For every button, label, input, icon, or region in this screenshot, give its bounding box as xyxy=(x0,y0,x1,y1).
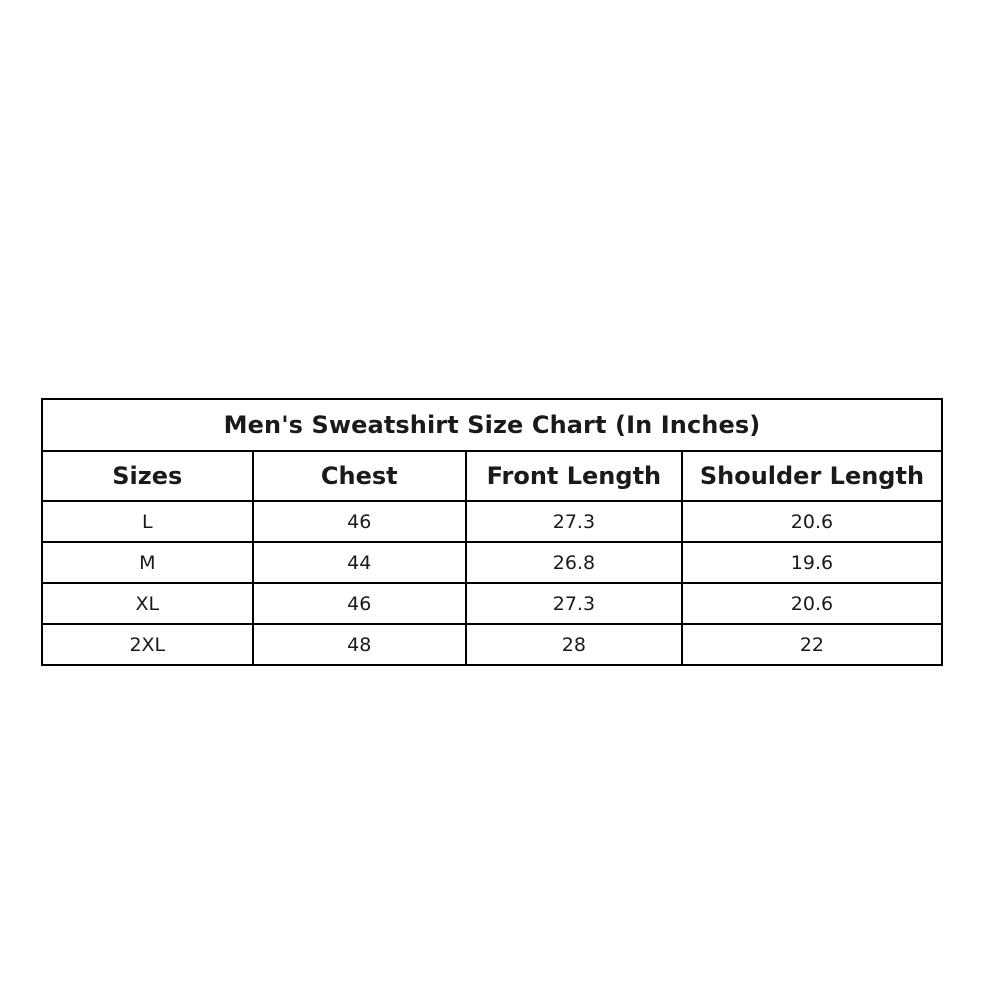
column-header-chest: Chest xyxy=(253,451,466,501)
cell-front-length: 26.8 xyxy=(466,542,682,583)
column-header-front-length: Front Length xyxy=(466,451,682,501)
table-header-row xyxy=(42,451,942,501)
cell-size: XL xyxy=(42,583,253,624)
table-row xyxy=(42,542,942,583)
cell-shoulder-length: 22 xyxy=(682,624,942,665)
table-row xyxy=(42,624,942,665)
cell-shoulder-length: 20.6 xyxy=(682,501,942,542)
cell-shoulder-length: 20.6 xyxy=(682,583,942,624)
table-title-row xyxy=(42,399,942,451)
cell-front-length: 27.3 xyxy=(466,583,682,624)
cell-size: L xyxy=(42,501,253,542)
cell-chest: 46 xyxy=(253,583,466,624)
cell-front-length: 27.3 xyxy=(466,501,682,542)
cell-front-length: 28 xyxy=(466,624,682,665)
size-chart-container xyxy=(41,398,943,666)
cell-shoulder-length: 19.6 xyxy=(682,542,942,583)
cell-chest: 44 xyxy=(253,542,466,583)
cell-size: 2XL xyxy=(42,624,253,665)
cell-chest: 48 xyxy=(253,624,466,665)
cell-chest: 46 xyxy=(253,501,466,542)
column-header-shoulder-length: Shoulder Length xyxy=(682,451,942,501)
table-row xyxy=(42,583,942,624)
size-chart-table xyxy=(41,398,943,666)
column-header-sizes: Sizes xyxy=(42,451,253,501)
cell-size: M xyxy=(42,542,253,583)
table-row xyxy=(42,501,942,542)
size-chart-title: Men's Sweatshirt Size Chart (In Inches) xyxy=(42,399,942,451)
